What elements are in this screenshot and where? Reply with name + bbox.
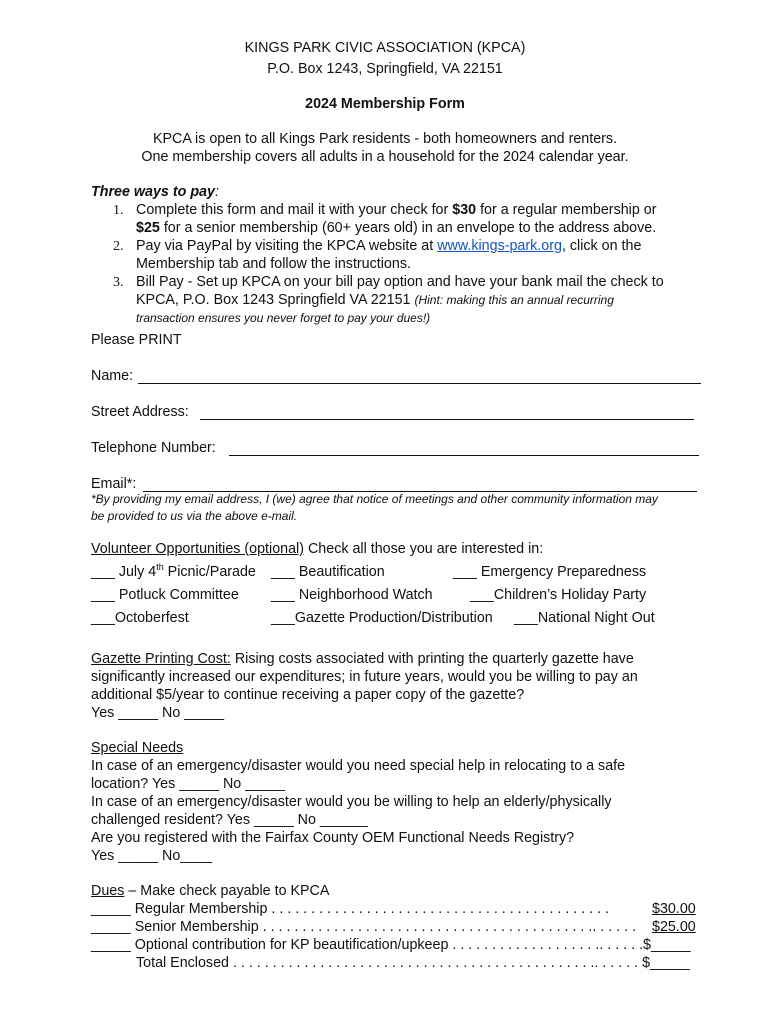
email-note-1: *By providing my email address, I (we) agree that notice of meetings and other community information may xyxy=(91,492,658,506)
volunteer-july4[interactable] xyxy=(91,564,256,580)
telephone-field[interactable] xyxy=(229,455,699,456)
item-2-line-2: Membership tab and follow the instructions. xyxy=(136,256,411,272)
org-address: P.O. Box 1243, Springfield, VA 22151 xyxy=(267,61,503,77)
item-2-text-b: , click on the xyxy=(561,238,642,254)
item-3-text-b: KPCA, P.O. Box 1243 Springfield VA 22151 xyxy=(136,292,415,308)
item-1-line-2 xyxy=(136,220,656,236)
dues-regular[interactable]: _____ Regular Membership . . . . . . . . . . . . . . . . . . . . . . . . . . . . . . . . . . . . . . . . . . . xyxy=(91,901,610,917)
gazette-line-2: significantly increased our expenditures; in future years, would you be willing to pay an xyxy=(91,669,638,685)
name-field[interactable] xyxy=(138,383,701,384)
volunteer-heading-rest: Check all those you are interested in: xyxy=(304,541,544,557)
special-q1-line-1: In case of an emergency/disaster would you need special help in relocating to a safe xyxy=(91,758,626,774)
ways-heading xyxy=(91,184,219,200)
item-2-number: 2. xyxy=(113,239,124,254)
dues-heading xyxy=(91,883,329,899)
volunteer-emergency[interactable]: ___ Emergency Preparedness xyxy=(453,564,647,580)
special-q3-line-2[interactable]: Yes _____ No____ xyxy=(91,848,213,864)
july4-sup: th xyxy=(156,562,164,573)
volunteer-potluck[interactable]: ___ Potluck Committee xyxy=(91,587,239,603)
volunteer-beautification[interactable]: ___ Beautification xyxy=(271,564,385,580)
street-address-field[interactable] xyxy=(200,419,694,420)
email-note-2: be provided to us via the above e-mail. xyxy=(91,509,298,523)
dues-regular-amount: $30.00 xyxy=(652,901,696,917)
item-1-text-c: for a regular membership or xyxy=(476,202,657,218)
dues-heading-text: Dues xyxy=(91,883,125,899)
volunteer-heading-text: Volunteer Opportunities (optional) xyxy=(91,541,304,557)
gazette-line-1-rest: Rising costs associated with printing the quarterly gazette have xyxy=(230,651,634,667)
special-q1-line-2[interactable]: location? Yes _____ No _____ xyxy=(91,776,285,792)
item-3-hint-2: transaction ensures you never forget to pay your dues!) xyxy=(136,311,431,325)
phone-label: Telephone Number: xyxy=(91,440,216,456)
item-3-line-2 xyxy=(136,292,614,308)
july4-text-a: ___ July 4 xyxy=(91,564,157,580)
gazette-heading: Gazette Printing Cost: xyxy=(91,651,231,667)
org-name: KINGS PARK CIVIC ASSOCIATION (KPCA) xyxy=(244,40,526,56)
special-needs-heading: Special Needs xyxy=(91,740,184,756)
gazette-line-3: additional $5/year to continue receiving a paper copy of the gazette? xyxy=(91,687,525,703)
dues-total[interactable]: Total Enclosed . . . . . . . . . . . . . . . . . . . . . . . . . . . . . . . . . . . . . . . . . . . . . .. . . . . . $_____ xyxy=(136,955,690,971)
volunteer-heading xyxy=(91,541,543,557)
name-label: Name: xyxy=(91,368,134,384)
dues-heading-rest: – Make check payable to KPCA xyxy=(124,883,330,899)
form-title: 2024 Membership Form xyxy=(305,96,465,112)
item-3-hint-1: (Hint: making this an annual recurring xyxy=(414,293,614,307)
item-1-senior-price: $25 xyxy=(136,220,160,236)
july4-text-b: Picnic/Parade xyxy=(163,564,256,580)
ways-heading-text: Three ways to pay xyxy=(91,184,215,200)
item-1-text-a: Complete this form and mail it with your check for xyxy=(136,202,453,218)
ways-heading-colon: : xyxy=(214,184,219,200)
dues-senior-amount: $25.00 xyxy=(652,919,696,935)
volunteer-holiday[interactable]: ___Children’s Holiday Party xyxy=(470,587,647,603)
special-q2-line-1: In case of an emergency/disaster would you be willing to help an elderly/physically xyxy=(91,794,612,810)
volunteer-watch[interactable]: ___ Neighborhood Watch xyxy=(271,587,433,603)
item-1-line-1 xyxy=(136,202,656,218)
item-2-text-a: Pay via PayPal by visiting the KPCA website at xyxy=(136,238,438,254)
special-q2-line-2[interactable]: challenged resident? Yes _____ No ______ xyxy=(91,812,368,828)
please-print: Please PRINT xyxy=(91,332,182,348)
item-1-number: 1. xyxy=(113,203,124,218)
item-2-line-1 xyxy=(136,238,641,254)
dues-senior[interactable]: _____ Senior Membership . . . . . . . . . . . . . . . . . . . . . . . . . . . . . . . . . . . . . . . . . .. . . . . . xyxy=(91,919,637,935)
volunteer-gazette[interactable]: ___Gazette Production/Distribution xyxy=(271,610,493,626)
item-1-text-d: for a senior membership (60+ years old) in an envelope to the address above. xyxy=(159,220,657,236)
volunteer-night-out[interactable]: ___National Night Out xyxy=(514,610,655,626)
street-label: Street Address: xyxy=(91,404,189,420)
intro-line-1: KPCA is open to all Kings Park residents - both homeowners and renters. xyxy=(152,131,618,147)
dues-optional[interactable]: _____ Optional contribution for KP beautification/upkeep . . . . . . . . . . . . . . . . . . .. . . . . .$_____ xyxy=(91,937,691,953)
kpca-website-link[interactable]: www.kings-park.org xyxy=(437,238,562,254)
intro-line-2: One membership covers all adults in a household for the 2024 calendar year. xyxy=(141,149,629,165)
volunteer-octoberfest[interactable]: ___Octoberfest xyxy=(91,610,189,626)
item-3-number: 3. xyxy=(113,275,124,290)
gazette-line-1 xyxy=(91,651,634,667)
gazette-yes-no[interactable]: Yes _____ No _____ xyxy=(91,705,225,721)
email-label: Email*: xyxy=(91,476,137,492)
item-1-regular-price: $30 xyxy=(452,202,477,218)
special-q3-line-1: Are you registered with the Fairfax County OEM Functional Needs Registry? xyxy=(91,830,575,846)
item-3-line-1: Bill Pay - Set up KPCA on your bill pay option and have your bank mail the check to xyxy=(136,274,664,290)
